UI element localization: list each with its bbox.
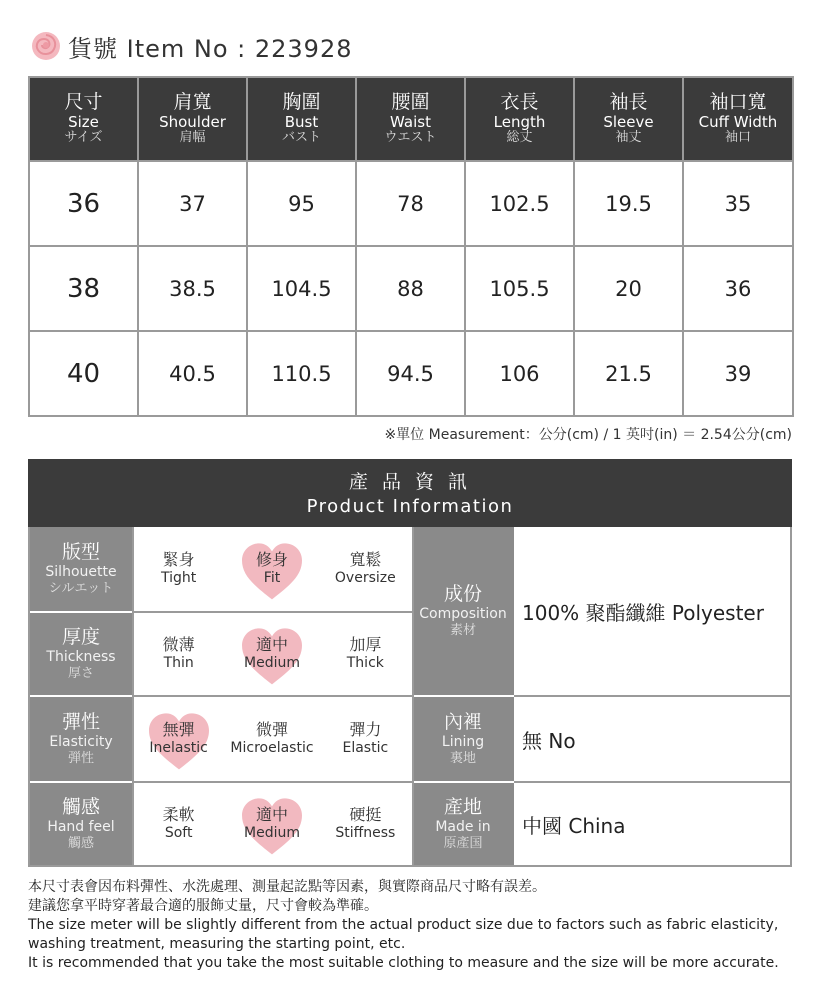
table-row [29, 331, 793, 416]
table-row [29, 161, 793, 246]
size-disclaimer [28, 878, 798, 973]
divider [412, 527, 414, 865]
product-info-title-zh: 產 品 資 訊 [348, 471, 472, 493]
label-made-in: 產地 Made in 原產国 [412, 783, 514, 865]
disclaimer-line: It is recommended that you take the most suitable clothing to measure and the size will be more accurate. [28, 955, 779, 971]
disclaimer-line: The size meter will be slightly different from the actual product size due to factors such as fabric elasticity, [28, 917, 779, 933]
composition-value: 100% 聚酯纖維 Polyester [522, 600, 764, 625]
divider [514, 781, 790, 783]
table-cell: 110.5 [247, 331, 356, 416]
label-composition: 成份 Composition 素材 [412, 527, 514, 695]
option-thick: 加厚 Thick [346, 635, 384, 672]
option-soft: 柔軟 Soft [162, 805, 195, 842]
size-table [28, 76, 794, 417]
column-header-size: 尺寸 Size サイズ [29, 77, 138, 161]
table-cell: 94.5 [356, 331, 465, 416]
size-cell: 38 [29, 246, 138, 331]
column-header-cuff-width: 袖口寬 Cuff Width 袖口 [683, 77, 793, 161]
table-cell: 88 [356, 246, 465, 331]
table-cell: 20 [574, 246, 683, 331]
rose-icon [30, 30, 62, 62]
label-hand-feel: 觸感 Hand feel 觸感 [30, 783, 132, 865]
option-medium-selected: 適中 Medium [225, 613, 318, 695]
table-cell: 21.5 [574, 331, 683, 416]
silhouette-options [132, 527, 412, 613]
product-info-header [28, 459, 792, 527]
table-cell: 104.5 [247, 246, 356, 331]
hand-feel-options [132, 783, 412, 865]
option-fit-selected: 修身 Fit [225, 527, 318, 611]
product-info-body [28, 527, 792, 867]
elasticity-options [132, 697, 412, 783]
table-cell: 95 [247, 161, 356, 246]
size-cell: 40 [29, 331, 138, 416]
label-elasticity: 彈性 Elasticity 弾性 [30, 697, 132, 781]
table-cell: 39 [683, 331, 793, 416]
table-cell: 78 [356, 161, 465, 246]
header [30, 28, 353, 64]
made-in-value: 中國 China [522, 813, 626, 838]
option-medium-selected: 適中 Medium [225, 783, 318, 865]
size-table-header-row [29, 77, 793, 161]
measurement-note: ※單位 Measurement：公分(cm) / 1 英吋(in) ＝ 2.54公分(cm) [384, 427, 792, 443]
label-silhouette: 版型 Silhouette シルエット [30, 527, 132, 611]
option-elastic: 彈力 Elastic [342, 720, 389, 757]
column-header-shoulder: 肩寬 Shoulder 肩幅 [138, 77, 247, 161]
table-cell: 36 [683, 246, 793, 331]
table-cell: 105.5 [465, 246, 574, 331]
option-microelastic: 微彈 Microelastic [230, 720, 314, 757]
table-cell: 19.5 [574, 161, 683, 246]
table-cell: 38.5 [138, 246, 247, 331]
item-number-title: 貨號 Item No : 223928 [68, 34, 353, 63]
option-oversize: 寬鬆 Oversize [334, 550, 396, 587]
column-header-sleeve: 袖長 Sleeve 袖丈 [574, 77, 683, 161]
option-stiffness: 硬挺 Stiffness [335, 805, 396, 842]
product-information [28, 459, 792, 867]
thickness-options [132, 613, 412, 697]
option-tight: 緊身 Tight [161, 550, 197, 587]
label-thickness: 厚度 Thickness 厚さ [30, 613, 132, 695]
disclaimer-line: 本尺寸表會因布料彈性、水洗處理、測量起訖點等因素，與實際商品尺寸略有誤差。 [28, 879, 546, 895]
option-inelastic-selected: 無彈 Inelastic [132, 697, 225, 781]
column-header-length: 衣長 Length 総丈 [465, 77, 574, 161]
divider [514, 695, 790, 697]
disclaimer-line: washing treatment, measuring the starting point, etc. [28, 936, 406, 952]
label-lining: 內裡 Lining 裏地 [412, 697, 514, 781]
table-cell: 106 [465, 331, 574, 416]
table-cell: 37 [138, 161, 247, 246]
lining-value: 無 No [522, 728, 576, 753]
table-cell: 102.5 [465, 161, 574, 246]
table-row [29, 246, 793, 331]
option-thin: 微薄 Thin [162, 635, 195, 672]
column-header-waist: 腰圍 Waist ウエスト [356, 77, 465, 161]
table-cell: 40.5 [138, 331, 247, 416]
disclaimer-line: 建議您拿平時穿著最合適的服飾丈量，尺寸會較為準確。 [28, 898, 378, 914]
table-cell: 35 [683, 161, 793, 246]
product-info-title-en: Product Information [306, 496, 514, 517]
column-header-bust: 胸圍 Bust バスト [247, 77, 356, 161]
size-cell: 36 [29, 161, 138, 246]
